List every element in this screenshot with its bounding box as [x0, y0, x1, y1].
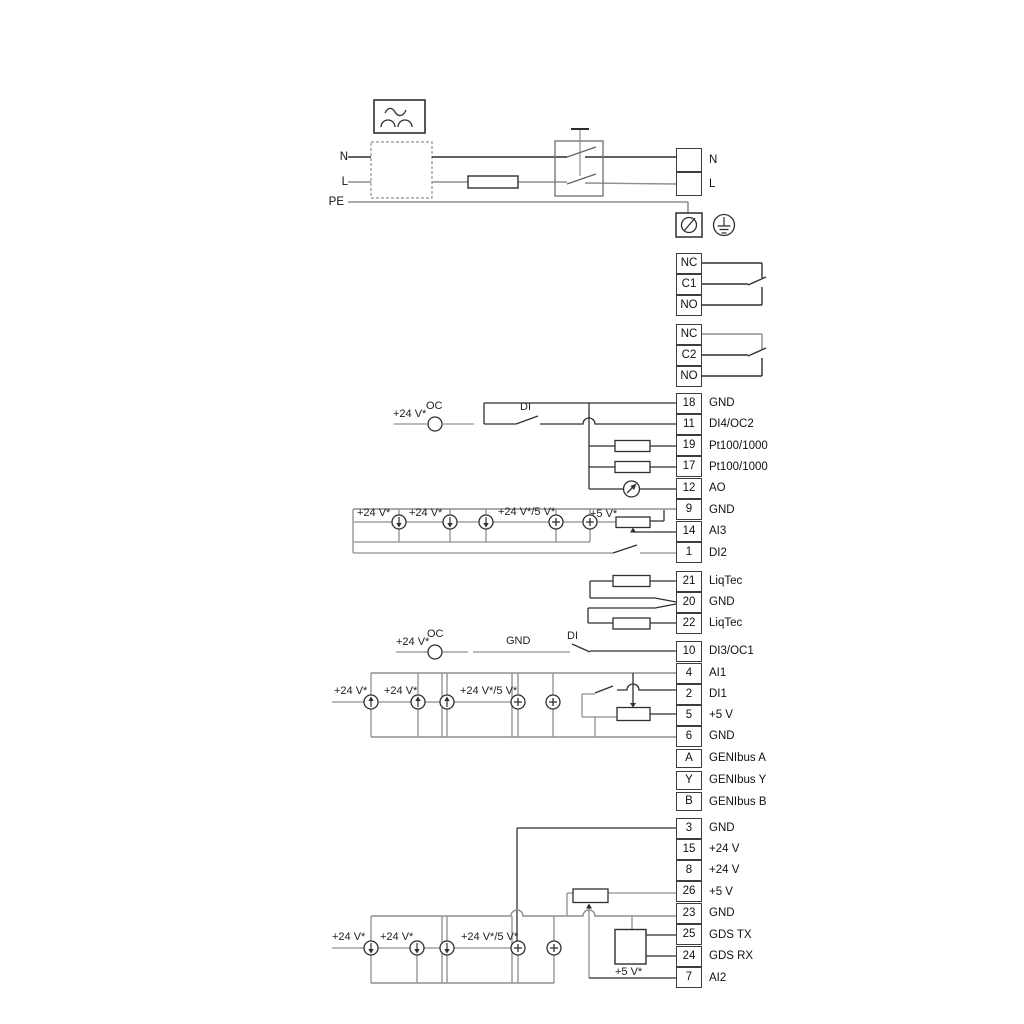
terminal-A-label: GENIbus A: [709, 752, 766, 764]
label-plus24v-5v: +24 V*/5 V*: [461, 931, 519, 943]
terminal-B-label: GENIbus B: [709, 795, 767, 808]
terminal-Y-label: GENIbus Y: [709, 774, 767, 786]
gds-sensor-icon: [615, 930, 646, 965]
relay2-C2: C2: [676, 345, 702, 366]
mains-label-n: N: [339, 151, 348, 163]
terminal-5-label: +5 V: [709, 709, 733, 721]
relay1-NC: NC: [676, 253, 702, 274]
label-gnd: GND: [506, 635, 531, 647]
terminal-4: 4: [676, 663, 702, 684]
terminal-8-label: +24 V: [709, 864, 740, 876]
terminal-26-label: +5 V: [709, 885, 733, 898]
terminal-18-label: GND: [709, 397, 735, 409]
terminal-9-label: GND: [709, 503, 735, 516]
relay1-C1: C1: [676, 274, 702, 295]
terminal-23-label: GND: [709, 907, 735, 919]
terminal-17: 17: [676, 456, 702, 477]
terminal-A: A: [676, 749, 702, 768]
mains-label-l: L: [341, 176, 348, 188]
terminal-10: 10: [676, 641, 702, 662]
terminal-B: B: [676, 792, 702, 811]
ac-supply-icon: [374, 100, 425, 133]
label-di: DI: [520, 401, 531, 413]
relay2-NO: NO: [676, 366, 702, 387]
pe-terminal-icon: [676, 213, 702, 237]
terminal-3: 3: [676, 818, 702, 839]
terminal-14-label: AI3: [709, 525, 727, 537]
relay1-NO: NO: [676, 295, 702, 316]
terminal-2: 2: [676, 684, 702, 705]
terminal-5: 5: [676, 705, 702, 726]
terminal-21: 21: [676, 571, 702, 592]
terminal-20: 20: [676, 592, 702, 613]
terminal-15-label: +24 V: [709, 843, 740, 855]
label-plus24v: +24 V*: [409, 507, 443, 519]
terminal-25: 25: [676, 924, 702, 945]
terminal-7-label: AI2: [709, 971, 727, 984]
terminal-4-label: AI1: [709, 667, 727, 679]
mains-terminal-L: [676, 172, 702, 196]
terminal-12: 12: [676, 478, 702, 499]
terminal-22-label: LiqTec: [709, 617, 743, 629]
voltage-source-plus-icon-mid: [511, 695, 560, 709]
terminal-2-label: DI1: [709, 688, 727, 700]
label-di: DI: [567, 630, 578, 642]
label-plus24v: +24 V*: [334, 685, 368, 697]
relay1-contact-icon: [702, 263, 766, 305]
label-plus24v: +24 V*: [393, 408, 427, 420]
label-plus5v: +5 V*: [615, 966, 643, 978]
terminal-23: 23: [676, 903, 702, 924]
relay2-contact-icon: [702, 334, 766, 376]
terminal-8: 8: [676, 860, 702, 881]
mains-terminal-N-label: N: [709, 154, 718, 166]
terminal-17-label: Pt100/1000: [709, 460, 768, 473]
main-switch-icon: [555, 129, 603, 196]
label-plus24v: +24 V*: [332, 931, 366, 943]
terminal-25-label: GDS TX: [709, 928, 752, 941]
mains-terminal-N: [676, 148, 702, 172]
label-plus24v-5v: +24 V*/5 V*: [498, 506, 556, 518]
terminal-10-label: DI3/OC1: [709, 645, 754, 657]
voltage-source-plus-icon-bottom: [511, 941, 561, 955]
terminal-14: 14: [676, 521, 702, 542]
terminal-19: 19: [676, 435, 702, 456]
ai2-potentiometer-icon: [573, 889, 608, 909]
label-plus24v: +24 V*: [396, 636, 430, 648]
terminal-20-label: GND: [709, 596, 735, 608]
label-oc: OC: [426, 400, 443, 412]
terminal-21-label: LiqTec: [709, 575, 743, 587]
pt100-sensor-icon: [589, 441, 676, 473]
terminal-12-label: AO: [709, 482, 726, 494]
ai3-potentiometer-icon: [616, 510, 676, 533]
ai1-di1-circuit: [332, 673, 676, 737]
emc-filter-box: [371, 142, 432, 198]
label-plus24v: +24 V*: [380, 931, 414, 943]
earth-icon: [714, 215, 735, 236]
relay2-NC: NC: [676, 324, 702, 345]
mains-label-pe: PE: [328, 196, 344, 208]
terminal-1: 1: [676, 542, 702, 563]
terminal-22: 22: [676, 613, 702, 634]
ai1-potentiometer-icon: [617, 703, 676, 721]
label-plus24v-5v: +24 V*/5 V*: [460, 685, 518, 697]
mains-terminal-L-label: L: [709, 178, 716, 190]
fuse-icon: [468, 176, 518, 188]
terminal-Y: Y: [676, 771, 702, 790]
terminal-11-label: DI4/OC2: [709, 418, 754, 430]
terminal-11: 11: [676, 414, 702, 435]
terminal-7: 7: [676, 967, 702, 988]
label-plus24v: +24 V*: [384, 685, 418, 697]
terminal-6-label: GND: [709, 730, 735, 742]
terminal-19-label: Pt100/1000: [709, 439, 768, 452]
terminal-9: 9: [676, 499, 702, 520]
ao-meter-icon: [589, 481, 676, 497]
label-oc: OC: [427, 628, 444, 640]
label-plus5v: +5 V*: [590, 508, 618, 520]
di3-oc1-circuit: [396, 644, 676, 659]
terminal-15: 15: [676, 839, 702, 860]
terminal-26: 26: [676, 881, 702, 902]
terminal-3-label: GND: [709, 822, 735, 834]
terminal-6: 6: [676, 726, 702, 747]
label-plus24v: +24 V*: [357, 507, 391, 519]
terminal-24: 24: [676, 946, 702, 967]
terminal-18: 18: [676, 393, 702, 414]
liqtec-sensor-icon: [588, 576, 676, 630]
terminal-24-label: GDS RX: [709, 950, 754, 962]
terminal-1-label: DI2: [709, 546, 727, 559]
